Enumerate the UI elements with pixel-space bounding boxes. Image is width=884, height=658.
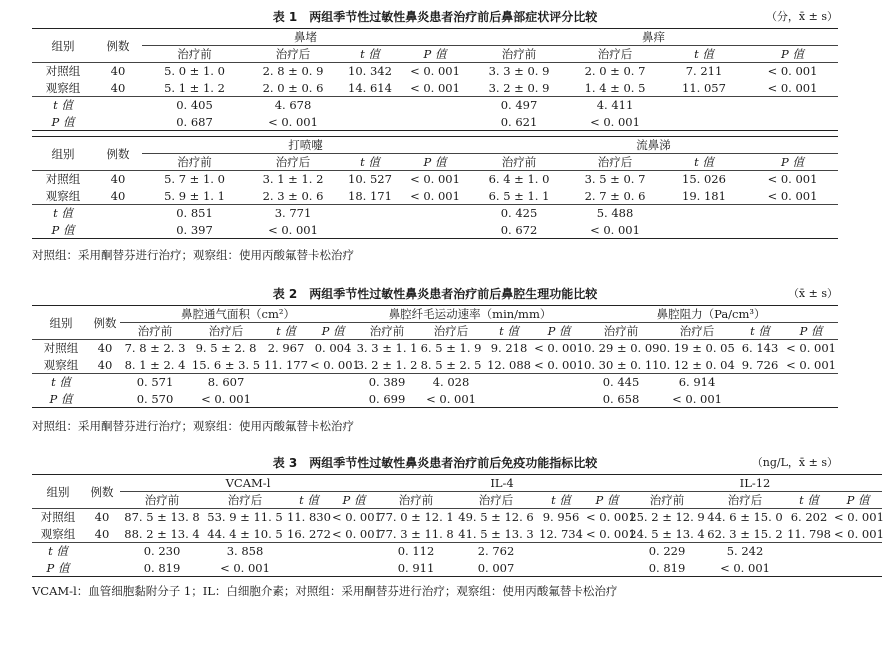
table-row <box>32 222 838 239</box>
cell: 0. 911 <box>397 560 435 575</box>
sub-header: 治疗前 <box>120 323 190 340</box>
sub-header: P 值 <box>747 154 838 171</box>
sub-header: t 值 <box>339 46 401 63</box>
table-row <box>32 391 838 408</box>
sub-header: 治疗后 <box>204 492 286 509</box>
cell: 0. 819 <box>143 560 181 575</box>
cell <box>401 114 469 131</box>
cell <box>262 374 310 391</box>
cell: 对照组 <box>40 510 76 525</box>
cell: 4. 678 <box>274 98 312 113</box>
table2-caption <box>32 283 838 305</box>
cell <box>262 391 310 408</box>
cell: 4. 411 <box>596 98 634 113</box>
sub-header: 治疗前 <box>120 492 204 509</box>
cell: 77. 3 ± 11. 8 <box>376 526 456 543</box>
cell: 40 <box>94 510 110 525</box>
cell: 3. 3 ± 0. 9 <box>488 64 550 79</box>
cell: 0. 007 <box>477 560 515 575</box>
cell: 0. 425 <box>500 206 538 221</box>
table2 <box>32 305 838 408</box>
table1-block1 <box>32 28 838 131</box>
cell: 0. 004 <box>314 341 352 356</box>
cell <box>484 374 534 391</box>
cell: 0. 699 <box>368 391 406 406</box>
table1-note: 对照组：采用酮替芬进行治疗；观察组：使用丙酸氟替卡松治疗 <box>32 248 354 262</box>
cell <box>94 222 142 239</box>
cell: 3. 3 ± 1. 1 <box>356 341 418 356</box>
cell: 6. 202 <box>790 510 828 525</box>
cell: 3. 2 ± 1. 2 <box>356 357 418 372</box>
group-header-nasal-itching: 鼻痒 <box>469 29 838 46</box>
col-group-header: 组别 <box>32 306 90 340</box>
cell: < 0. 001 <box>786 341 836 356</box>
table3-note: VCAM-l：血管细胞黏附分子 1；IL：白细胞介素；对照组：采用酮替芬进行治疗；观察组：使用丙酸氟替卡松治疗 <box>32 584 618 598</box>
cell: < 0. 001 <box>834 510 884 525</box>
cell: 0. 19 ± 0. 05 <box>659 341 735 356</box>
col-n-header: 例数 <box>90 306 120 340</box>
cell: < 0. 001 <box>534 357 584 372</box>
cell: 3. 2 ± 0. 9 <box>469 80 569 97</box>
cell: 19. 181 <box>661 188 747 205</box>
cell <box>784 543 834 560</box>
cell: 0. 112 <box>397 544 435 559</box>
cell: 0. 29 ± 0. 09 <box>584 341 660 356</box>
table1-unit: （分，x̄ ± s） <box>765 10 838 23</box>
group-header-il4: IL-4 <box>376 475 628 492</box>
cell: 0. 571 <box>136 375 174 390</box>
cell: < 0. 001 <box>747 80 838 97</box>
cell: 6. 143 <box>741 341 779 356</box>
cell: P 值 <box>51 222 75 237</box>
cell: 0. 621 <box>500 114 538 129</box>
table-row <box>32 188 838 205</box>
cell: 0. 229 <box>648 544 686 559</box>
cell <box>310 391 356 408</box>
cell: 9. 218 <box>490 341 528 356</box>
cell <box>339 205 401 222</box>
cell: 40 <box>84 526 120 543</box>
table-row <box>32 97 838 114</box>
cell: 10. 342 <box>348 64 392 79</box>
sub-header: t 值 <box>536 492 586 509</box>
cell <box>747 114 838 131</box>
cell: 观察组 <box>32 357 90 374</box>
cell: 53. 9 ± 11. 5 <box>207 510 283 525</box>
cell <box>736 391 784 408</box>
cell <box>94 97 142 114</box>
sub-header: 治疗前 <box>469 46 569 63</box>
sub-header: 治疗后 <box>569 154 661 171</box>
cell: 9. 726 <box>736 357 784 374</box>
sub-header: t 值 <box>661 46 747 63</box>
cell <box>84 543 120 560</box>
table-row <box>32 543 882 560</box>
cell: 观察组 <box>32 526 84 543</box>
sub-header: P 值 <box>834 492 882 509</box>
table-row <box>32 63 838 80</box>
cell: 5. 7 ± 1. 0 <box>164 172 225 187</box>
col-n-header: 例数 <box>94 137 142 171</box>
sub-header: t 值 <box>262 323 310 340</box>
sub-header: 治疗前 <box>142 46 247 63</box>
cell: < 0. 001 <box>586 526 636 541</box>
cell: 11. 177 <box>262 357 310 374</box>
cell: < 0. 001 <box>201 391 251 406</box>
sub-header: 治疗前 <box>469 154 569 171</box>
sub-header: 治疗后 <box>456 492 536 509</box>
cell: 11. 830 <box>287 510 331 525</box>
sub-header: P 值 <box>747 46 838 63</box>
sub-header: P 值 <box>586 492 628 509</box>
cell <box>586 560 628 577</box>
cell <box>534 374 584 391</box>
cell: P 值 <box>51 114 75 129</box>
cell: 40 <box>94 188 142 205</box>
sub-header: P 值 <box>401 154 469 171</box>
sub-header: 治疗前 <box>356 323 418 340</box>
paper-tables <box>32 0 884 601</box>
sub-header: 治疗后 <box>706 492 784 509</box>
table2-title: 两组季节性过敏性鼻炎患者治疗前后鼻腔生理功能比较 <box>309 287 598 301</box>
table2-unit: （x̄ ± s） <box>787 287 838 300</box>
cell: 3. 771 <box>274 206 312 221</box>
sub-header: t 值 <box>661 154 747 171</box>
cell: 0. 397 <box>176 222 213 237</box>
cell <box>747 205 838 222</box>
sub-header: P 值 <box>534 323 584 340</box>
sub-header: t 值 <box>736 323 784 340</box>
cell: 87. 5 ± 13. 8 <box>124 510 200 525</box>
sub-header: P 值 <box>332 492 376 509</box>
cell: 3. 1 ± 1. 2 <box>262 172 324 187</box>
sub-header: 治疗前 <box>584 323 658 340</box>
cell: 41. 5 ± 13. 3 <box>456 526 536 543</box>
cell: 观察组 <box>32 188 94 205</box>
cell: < 0. 001 <box>268 222 318 237</box>
cell <box>834 543 882 560</box>
cell: < 0. 001 <box>410 64 460 79</box>
cell <box>834 560 882 577</box>
cell <box>747 222 838 239</box>
cell: < 0. 001 <box>784 357 838 374</box>
cell: 1. 4 ± 0. 5 <box>569 80 661 97</box>
cell: 12. 088 <box>484 357 534 374</box>
cell: 25. 2 ± 12. 9 <box>629 510 705 525</box>
cell: < 0. 001 <box>720 560 770 575</box>
cell: 6. 5 ± 1. 9 <box>420 341 482 356</box>
cell: 0. 12 ± 0. 04 <box>659 357 735 372</box>
cell <box>536 543 586 560</box>
cell: 8. 5 ± 2. 5 <box>418 357 484 374</box>
cell <box>401 205 469 222</box>
cell: t 值 <box>53 98 73 113</box>
cell: < 0. 001 <box>534 341 584 356</box>
cell <box>94 205 142 222</box>
cell <box>784 374 838 391</box>
cell <box>534 391 584 408</box>
table-row <box>32 80 838 97</box>
table3-title: 两组季节性过敏性鼻炎患者治疗前后免疫功能指标比较 <box>309 456 598 470</box>
cell: 2. 8 ± 0. 9 <box>262 64 324 79</box>
cell: < 0. 001 <box>410 172 460 187</box>
cell: 2. 3 ± 0. 6 <box>247 188 339 205</box>
group-header-vcam1: VCAM-l <box>120 475 376 492</box>
table3-unit: （ng/L，x̄ ± s） <box>751 456 838 469</box>
cell <box>84 560 120 577</box>
group-header-cilia-speed: 鼻腔纤毛运动速率（min/mm） <box>356 306 584 323</box>
table-row <box>32 340 838 357</box>
cell <box>401 222 469 239</box>
cell: 40 <box>110 172 126 187</box>
cell: 16. 272 <box>287 526 331 541</box>
group-header-nasal-resistance: 鼻腔阻力（Pa/cm³） <box>584 306 838 323</box>
cell: 10. 527 <box>348 172 392 187</box>
col-group-header: 组别 <box>32 29 94 63</box>
cell: < 0. 001 <box>332 510 382 525</box>
cell <box>661 222 747 239</box>
cell: 6. 5 ± 1. 1 <box>469 188 569 205</box>
table-row <box>32 114 838 131</box>
cell: < 0. 001 <box>401 188 469 205</box>
sub-header: 治疗前 <box>376 492 456 509</box>
sub-header: 治疗后 <box>190 323 262 340</box>
cell: 40 <box>110 64 126 79</box>
cell: 44. 4 ± 10. 5 <box>204 526 286 543</box>
cell: < 0. 001 <box>747 188 838 205</box>
cell: 9. 956 <box>542 510 580 525</box>
cell <box>736 374 784 391</box>
cell: 8. 1 ± 2. 4 <box>120 357 190 374</box>
cell <box>332 560 376 577</box>
cell: P 值 <box>49 391 73 406</box>
table3-caption <box>32 452 838 474</box>
cell: 0. 30 ± 0. 11 <box>584 357 660 372</box>
cell: t 值 <box>53 206 73 221</box>
sub-header: t 值 <box>784 492 834 509</box>
cell: < 0. 001 <box>767 172 818 187</box>
cell: 0. 687 <box>176 114 213 129</box>
cell <box>536 560 586 577</box>
sub-header: 治疗后 <box>418 323 484 340</box>
cell: 15. 6 ± 3. 5 <box>191 357 261 372</box>
cell: 14. 614 <box>339 80 401 97</box>
table-row <box>32 357 838 374</box>
sub-header: t 值 <box>286 492 332 509</box>
col-n-header: 例数 <box>84 475 120 509</box>
sub-header: t 值 <box>339 154 401 171</box>
table-row <box>32 509 882 526</box>
table-row <box>32 171 838 188</box>
cell: 40 <box>97 341 113 356</box>
cell: < 0. 001 <box>767 64 818 79</box>
cell <box>339 222 401 239</box>
cell: 5. 1 ± 1. 2 <box>142 80 247 97</box>
cell: 0. 389 <box>368 375 406 390</box>
sub-header: 治疗前 <box>628 492 706 509</box>
col-group-header: 组别 <box>32 137 94 171</box>
cell: 18. 171 <box>339 188 401 205</box>
cell: 11. 057 <box>661 80 747 97</box>
cell: < 0. 001 <box>590 222 640 237</box>
cell: 对照组 <box>45 172 81 187</box>
cell <box>339 114 401 131</box>
cell: t 值 <box>51 375 71 390</box>
cell: 12. 734 <box>536 526 586 543</box>
table2-note: 对照组：采用酮替芬进行治疗；观察组：使用丙酸氟替卡松治疗 <box>32 419 354 433</box>
table1-title: 两组季节性过敏性鼻炎患者治疗前后鼻部症状评分比较 <box>309 10 598 24</box>
sub-header: 治疗前 <box>142 154 247 171</box>
cell: 40 <box>94 80 142 97</box>
cell <box>286 560 332 577</box>
table-row <box>32 526 882 543</box>
cell: 对照组 <box>43 341 79 356</box>
sub-header: 治疗后 <box>569 46 661 63</box>
cell: 8. 607 <box>207 375 245 390</box>
cell: < 0. 001 <box>220 560 270 575</box>
sub-header: 治疗后 <box>247 46 339 63</box>
cell: 3. 858 <box>226 544 264 559</box>
cell <box>401 97 469 114</box>
cell: 11. 798 <box>784 526 834 543</box>
cell: 0. 658 <box>602 391 640 406</box>
table1-block2 <box>32 136 838 239</box>
cell: 49. 5 ± 12. 6 <box>458 510 534 525</box>
cell: < 0. 001 <box>590 114 640 129</box>
cell: 5. 9 ± 1. 1 <box>142 188 247 205</box>
cell <box>784 560 834 577</box>
cell: < 0. 001 <box>401 80 469 97</box>
col-group-header: 组别 <box>32 475 84 509</box>
group-header-ventilation-area: 鼻腔通气面积（cm²） <box>120 306 356 323</box>
cell <box>310 374 356 391</box>
cell: 0. 445 <box>602 375 640 390</box>
cell <box>661 97 747 114</box>
cell: < 0. 001 <box>426 391 476 406</box>
cell: 6. 914 <box>678 375 716 390</box>
sub-header: P 值 <box>310 323 356 340</box>
cell: 7. 211 <box>685 64 723 79</box>
cell: t 值 <box>48 544 68 559</box>
sub-header: t 值 <box>484 323 534 340</box>
cell: 0. 497 <box>500 98 538 113</box>
cell: 对照组 <box>45 64 81 79</box>
cell <box>586 543 628 560</box>
cell <box>90 391 120 408</box>
group-header-il12: IL-12 <box>628 475 882 492</box>
cell: 2. 7 ± 0. 6 <box>569 188 661 205</box>
cell: 0. 405 <box>176 98 213 113</box>
table3-number: 表 3 <box>272 456 298 470</box>
cell: 44. 6 ± 15. 0 <box>707 510 783 525</box>
sub-header: P 值 <box>784 323 838 340</box>
cell: 24. 5 ± 13. 4 <box>629 526 705 541</box>
sub-header: P 值 <box>401 46 469 63</box>
cell: < 0. 001 <box>672 391 722 406</box>
table3 <box>32 474 882 577</box>
cell <box>484 391 534 408</box>
cell: 4. 028 <box>432 375 470 390</box>
table2-number: 表 2 <box>272 287 298 301</box>
cell <box>661 205 747 222</box>
cell <box>94 114 142 131</box>
cell: 0. 851 <box>176 206 213 221</box>
sub-header: 治疗后 <box>247 154 339 171</box>
cell: 5. 242 <box>726 544 764 559</box>
cell <box>90 374 120 391</box>
cell: < 0. 001 <box>310 357 360 372</box>
cell: 0. 570 <box>136 391 174 406</box>
cell <box>286 543 332 560</box>
sub-header: 治疗后 <box>658 323 736 340</box>
cell: 0. 230 <box>143 544 181 559</box>
cell <box>332 543 376 560</box>
cell: < 0. 001 <box>268 114 318 129</box>
cell: < 0. 001 <box>332 526 382 541</box>
cell: < 0. 001 <box>834 526 884 541</box>
group-header-runny-nose: 流鼻涕 <box>469 137 838 154</box>
cell: 7. 8 ± 2. 3 <box>124 341 186 356</box>
cell: 6. 4 ± 1. 0 <box>488 172 550 187</box>
cell: 40 <box>90 357 120 374</box>
cell: 0. 819 <box>648 560 686 575</box>
cell: 2. 762 <box>477 544 515 559</box>
table1-number: 表 1 <box>272 10 298 24</box>
table-row <box>32 205 838 222</box>
cell: 2. 967 <box>267 341 305 356</box>
cell: 88. 2 ± 13. 4 <box>120 526 204 543</box>
cell: 62. 3 ± 15. 2 <box>707 526 783 541</box>
cell <box>784 391 838 408</box>
cell <box>339 97 401 114</box>
col-n-header: 例数 <box>94 29 142 63</box>
cell: 2. 0 ± 0. 7 <box>584 64 646 79</box>
cell <box>747 97 838 114</box>
cell <box>661 114 747 131</box>
cell: 3. 5 ± 0. 7 <box>584 172 646 187</box>
cell: < 0. 001 <box>586 510 636 525</box>
cell: 2. 0 ± 0. 6 <box>247 80 339 97</box>
cell: 9. 5 ± 2. 8 <box>195 341 257 356</box>
cell: P 值 <box>46 560 70 575</box>
cell: 5. 488 <box>596 206 634 221</box>
cell: 观察组 <box>32 80 94 97</box>
cell: 77. 0 ± 12. 1 <box>378 510 454 525</box>
cell: 15. 026 <box>682 172 726 187</box>
group-header-nasal-obstruction: 鼻堵 <box>142 29 469 46</box>
group-header-sneezing: 打喷嚏 <box>142 137 469 154</box>
cell: 5. 0 ± 1. 0 <box>164 64 225 79</box>
table-row <box>32 374 838 391</box>
table-row <box>32 560 882 577</box>
cell: 0. 672 <box>500 222 538 237</box>
table1-caption <box>32 6 838 28</box>
